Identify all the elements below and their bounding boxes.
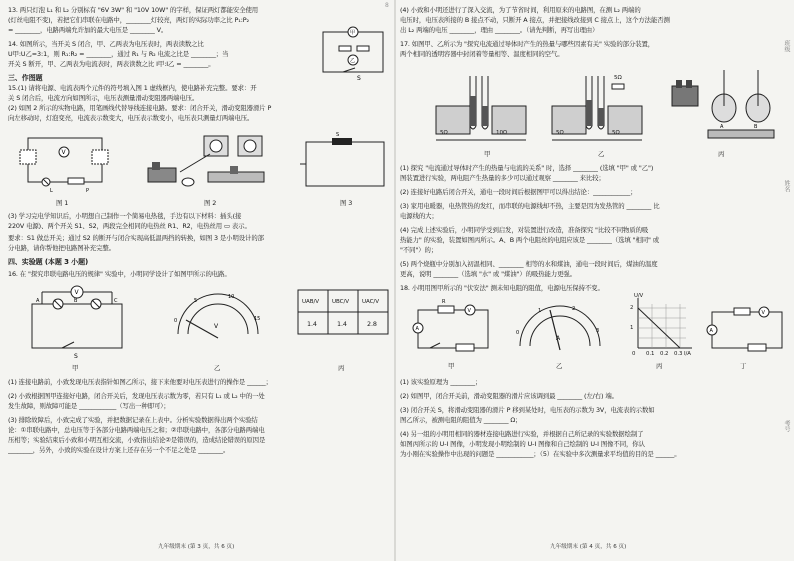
svg-text:V: V [214,323,219,330]
q17-res-yi-top: 5Ω [614,75,622,81]
q16-q3-line-2: 论：①串联电路中，总电压等于各部分电路两端电压之和；②串联电路中，各部分电路两端电 [8,426,265,434]
q17-res-jia-1: 5Ω [440,130,448,136]
q17-q1-line-1: (1) 探究 "电流通过导体时产生的热量与电流的关系" 时，选择 ________ (选填 "甲" 或 "乙") [400,164,654,172]
svg-text:S: S [74,353,78,360]
q18-fig-ding-label: 丁 [740,362,747,370]
q18-ammeter-yi [510,296,610,356]
q18-q2: (2) 如图甲，闭合开关前，滑动变阻器的滑片应该调到最 ________ (左/右) 端。 [400,392,618,400]
right-page [400,4,788,552]
figure-3-circuit [300,134,390,194]
table-header-uab: UAB/V [302,299,319,305]
q17-q5-line-2: 更高，说明 ________（选填 "水" 或 "煤油"）的吸热能力更强。 [400,270,576,278]
svg-text:0: 0 [174,318,178,324]
q18-line-1: 18. 小明用图甲所示的 "伏安法" 测未知电阻的阻值，电源电压保持不变。 [400,284,604,292]
q14-line-2: U甲:U乙=3:1，则 R₁:R₂ = ________，通过 R₁ 与 R₂ 电流之比是 ________；当 [8,50,229,58]
svg-text:B: B [74,298,78,304]
q17-q4-line-2: 热能力" 的实验，装置如图丙所示。A、B 两个电阻丝的电阻应该是 ________（选填 "相同" 或 [400,236,660,244]
q18-q1: (1) 该实验原理为 ________； [400,378,482,386]
graph-xtick-1: 0.1 [646,351,655,357]
figure-2-label: 图 2 [204,199,217,207]
section-4-title: 四、实验题 (本题 3 小题) [8,258,89,266]
svg-text:V: V [61,149,66,156]
q17-q3-line-2: 电源线的大； [400,212,438,220]
q17-line-1: 17. 如图甲、乙所示为 "探究电流通过导体时产生的热量与哪些因素有关" 实验的部分装置， [400,40,655,48]
svg-text:S: S [357,75,361,82]
figure-1-circuit [16,128,116,198]
q15-3-line-3: 要求：S1 做总开关；通过 S2 的断开与闭合实现高低温两挡的转换，如图 3 是小明设计的部 [8,234,264,242]
q16-voltmeter-yi [168,284,268,344]
q15-line-4: 向左移动时，灯泡变亮，电流表示数变大，电压表示数变小，电压表只测量灯两端电压。 [8,114,254,122]
svg-text:C: C [114,298,118,304]
q15-3-line-4: 分电路，请你帮他把电路图补充完整。 [8,244,115,252]
figure-2-apparatus [138,132,278,198]
svg-text:0: 0 [516,330,520,336]
q17-q2: (2) 连接好电路后闭合开关，通电一段时间后根据图甲可以得出结论：____________； [400,188,637,196]
q15-line-2: 关 S 闭合后，电流方向如图所示，电压表测量滑动变阻器两端电压。 [8,94,199,102]
svg-text:3: 3 [596,328,600,334]
q17-q5-line-1: (5) 两个烧瓶中分别加入初温相同、________ 相等的水和煤油，通电一段时间后，煤油的温度 [400,260,658,268]
figure-1-label: 图 1 [56,199,69,207]
q18-ui-graph [626,294,696,358]
table-value-ubc: 1.4 [337,320,347,328]
q17-q4-line-1: (4) 完成上述实验后，小明同学受到启发，对装置进行改造，准备探究 "比较不同物质的吸 [400,226,649,234]
q18-q3-line-1: (3) 闭合开关 S，将滑动变阻器的滑片 P 移到某处时，电压表的示数为 3V，电流表的示数如 [400,406,655,414]
side-label-class: 班级 [783,40,790,52]
q16-fig-yi-label: 乙 [214,364,221,372]
q16-q4-line-3: 出 L₂ 两端的电压 ________，理由 ________。（请先判断，再写出理由） [400,26,599,34]
q18-q4-line-1: (4) 另一组的小明用相同的器材连接电路进行实验，并根据自己所记录的实验数据绘制了 [400,430,644,438]
q18-q4-line-3: 为小刚在实验操作中出现的问题是 ____________；（5）在实验中多次测量求平均值的目的是 ______。 [400,450,681,458]
q14-line-3: 开关 S 断开，甲、乙两表为电流表时，两表读数之比 I甲:I乙 = ________。 [8,60,215,68]
q17-q1-line-2: 图装置进行实验，两电阻产生热量的多少可以通过观察 ________ 来比较； [400,174,605,182]
graph-ytick-1: 1 [630,325,634,331]
svg-text:R: R [442,299,446,305]
q16-q3-line-1: (3) 排除故障后，小致完成了实验，并把数据记录在上表中。分析实验数据得出两个实验结 [8,416,258,424]
svg-text:S: S [336,132,340,138]
q16-circuit-jia [22,284,132,364]
svg-text:10: 10 [228,294,235,300]
q17-fig-yi-label: 乙 [598,150,605,158]
q17-res-jia-2: 10Ω [496,130,508,136]
q16-fig-jia-label: 甲 [72,364,79,372]
svg-text:5: 5 [194,298,198,304]
q16-line-1: 16. 在 "探究串联电路电压的规律" 实验中，小明同学设计了如图甲所示的电路。 [8,270,231,278]
figure-3-label: 图 3 [340,199,353,207]
section-3-title: 三、作图题 [8,74,43,82]
left-page-footer: 九年级期末 (第 3 页，共 6 页) [158,544,235,550]
graph-xlabel: I/A [684,351,691,357]
svg-text:A: A [36,298,40,304]
q16-q4-line-1: (4) 小致和小明还进行了深入交流，为了节省时间，利用原来的电路图，在测 L₂ 两端的 [400,6,641,14]
svg-text:A: A [415,326,419,332]
q17-q3-line-1: (3) 家用电暖器，电热管热的发红，而串联的电源线却不热，主要是因为发热管的 ________ 比 [400,202,660,210]
q16-q3-line-3: 压相等；实验结束后小致和小明互相交流，小致指出结论②是错误的，造成结论错误的原因是 [8,436,266,444]
table-header-uac: UAC/V [362,299,379,305]
q17-res-yi-1: 5Ω [556,130,564,136]
svg-text:V: V [467,308,471,314]
q15-3-line-2: 220V 电源)、两个开关 S1、S2，两段完全相同的电热丝 R1、R2，电热丝用 ▭ 表示。 [8,222,251,230]
q17-fig-bing-label: 丙 [718,150,725,158]
svg-text:15: 15 [254,316,261,322]
q17-res-yi-2: 5Ω [612,130,620,136]
q15-3-line-1: (3) 学习完电学知识后，小明想自己制作一个简易电热毯，手边有以下材料：插头(接 [8,212,242,220]
svg-text:A: A [556,335,561,342]
svg-text:乙: 乙 [350,58,356,64]
q15-line-1: 15.(1) 请将电源、电流表两个元件的符号填入图 1 虚线框内，使电路补充完整。要求：开 [8,84,257,92]
q18-circuit-ding [704,300,788,358]
graph-ylabel: U/V [634,293,644,299]
q17-fig-jia-label: 甲 [484,150,491,158]
q14-circuit-diagram [313,24,393,84]
q13-line-3: = ________，电路两端允许加的最大电压是 ________ V。 [8,26,168,34]
table-value-uab: 1.4 [307,320,317,328]
q18-q4-line-2: 如图丙所示的 U-I 图像，小明发现小明绘制的 U-I 图像和自己绘制的 U-I 图像不同，你认 [400,440,645,448]
q16-q1: (1) 连接电路前，小致发现电压表指针如图乙所示，接下来他要对电压表进行的操作是 ______； [8,378,272,386]
svg-text:A: A [720,124,724,130]
svg-text:A: A [709,328,713,334]
svg-text:B: B [754,124,758,130]
q14-line-1: 14. 如图所示，当开关 S 闭合，甲、乙两表为电压表时，两表读数之比 [8,40,204,48]
q16-q2-line-2: 发生故障，则故障可能是 ____________（写出一种即可）； [8,402,170,410]
graph-xtick-3: 0.3 [674,351,683,357]
q18-q3-line-2: 图乙所示，被测电阻的阻值为 ________ Ω； [400,416,522,424]
svg-text:P: P [86,188,90,194]
q16-fig-bing-label: 丙 [338,364,345,372]
graph-ytick-2: 2 [630,305,634,311]
svg-text:V: V [74,289,79,296]
svg-text:L: L [50,188,53,194]
q18-circuit-jia [408,298,498,358]
side-label-id: 考号 [783,420,790,432]
q17-q4-line-3: "不同"）的； [400,246,438,254]
left-page [8,4,396,552]
q17-figure-bing [668,66,778,146]
side-label-name: 姓名 [783,180,790,192]
q15-line-3: (2) 如图 2 所示的实物电路，用笔画线代替导线连接电路。要求：闭合开关，滑动变阻器滑片 P [8,104,272,112]
q18-fig-bing-label: 丙 [656,362,663,370]
q13-line-1: 13. 两只灯泡 L₁ 和 L₂ 分别标有 "6V 3W" 和 "10V 10W" 的字样，保证两灯都能安全使用 [8,6,259,14]
graph-xtick-2: 0.2 [660,351,669,357]
q18-fig-yi-label: 乙 [556,362,563,370]
svg-text:1: 1 [538,308,542,314]
q17-line-2: 两个相同的透明容器中封闭着等量相等、温度相同的空气。 [400,50,564,58]
graph-xtick-0: 0 [632,351,636,357]
svg-text:甲: 甲 [350,30,356,36]
svg-text:V: V [761,310,765,316]
q16-q4-line-2: 电压时，电压表所接的 B 接点不动，只断开 A 接点，并把接线改接到 C 接点上，这个方法能否测 [400,16,670,24]
q16-q3-line-4: ________，另外，小致的实验在设计方案上还存在另一个不足之处是 ________。 [8,446,230,454]
svg-text:2: 2 [572,306,576,312]
page-marker: 8 [385,2,389,9]
right-page-footer: 九年级期末 (第 4 页，共 6 页) [550,544,627,550]
q16-q2-line-1: (2) 小致根据图甲连接好电路，闭合开关后，发现电压表示数为零，若只有 L₁ 或 L₂ 中的一处 [8,392,265,400]
q18-fig-jia-label: 甲 [448,362,455,370]
q13-line-2: (灯丝电阻不变)，若把它们串联在电路中，________灯较亮，两灯的实际功率之比 P₁:P₂ [8,16,249,24]
table-header-ubc: UBC/V [332,299,349,305]
table-value-uac: 2.8 [367,320,377,328]
